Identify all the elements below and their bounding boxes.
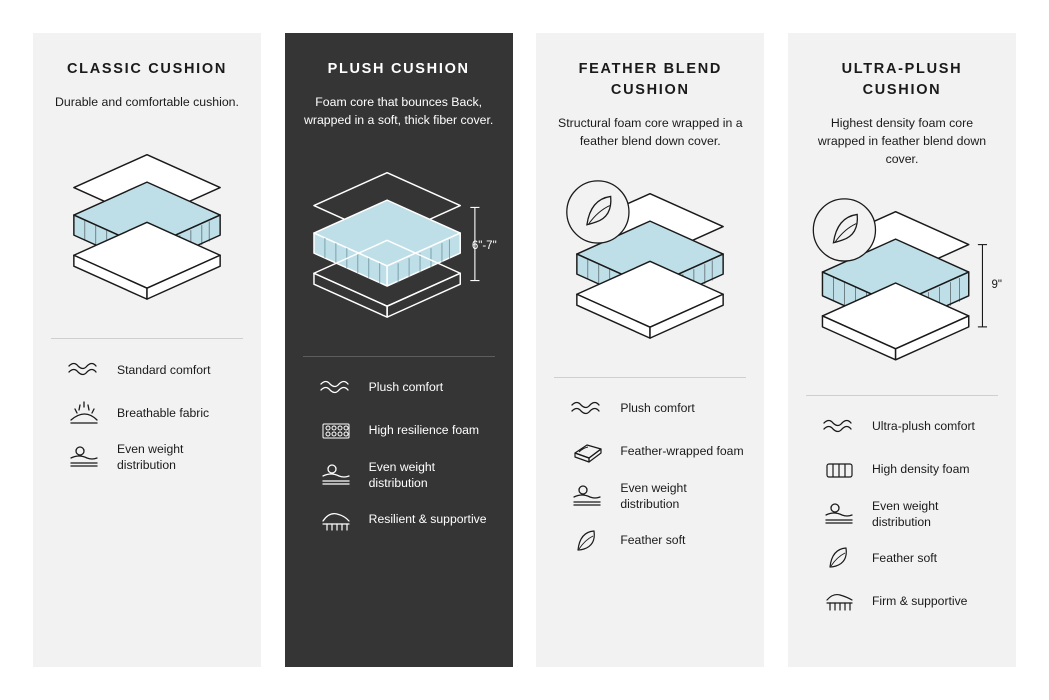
even-weight-distribution-icon — [317, 460, 357, 490]
wave-lines-icon — [568, 394, 608, 424]
list-item-label: High resilience foam — [368, 423, 480, 438]
wave-lines-icon — [820, 412, 860, 442]
wave-lines-icon — [317, 373, 357, 403]
cushion-layers-diagram — [806, 183, 1002, 383]
list-item-label: Even weight distribution — [368, 459, 436, 491]
list-item — [820, 498, 998, 531]
list-item-label: High density foam — [871, 462, 970, 477]
breathable-fabric-icon — [65, 398, 105, 428]
list-item-label: Standard comfort — [117, 362, 211, 377]
list-item — [317, 459, 495, 492]
divider — [303, 356, 495, 357]
list-item — [317, 505, 495, 535]
list-item-label: Breathable fabric — [117, 405, 210, 420]
list-item — [820, 586, 998, 616]
list-item-label: Plush comfort — [368, 380, 444, 395]
wave-lines-icon — [65, 355, 105, 385]
dimension-label: 6"-7" — [471, 239, 497, 252]
card-subtitle: Highest density foam core wrapped in feather blend down cover. — [817, 116, 987, 166]
cushion-layers-diagram — [303, 144, 495, 344]
page-title: CLASSIC CUSHION — [66, 61, 228, 77]
dimension-label: 9" — [991, 278, 1002, 291]
list-item-label: Feather-wrapped foam — [620, 444, 744, 459]
list-item — [317, 416, 495, 446]
list-item — [568, 437, 746, 467]
list-item-label: Even weight distribution — [620, 480, 687, 512]
list-item — [65, 398, 243, 428]
list-item — [65, 355, 243, 385]
card-subtitle: Foam core that bounces Back, wrapped in a soft, thick fiber cover. — [303, 95, 494, 127]
cushion-layers-diagram — [554, 165, 746, 365]
list-item — [568, 526, 746, 556]
page-title: FEATHER BLEND CUSHION — [578, 61, 723, 99]
page-title: ULTRA-PLUSH CUSHION — [841, 61, 963, 99]
list-item — [65, 441, 243, 474]
cushion-layers-diagram — [51, 126, 243, 326]
page-title: PLUSH CUSHION — [327, 61, 470, 77]
layers-illustration — [806, 183, 998, 383]
feather-wrapped-foam-icon — [568, 437, 608, 467]
even-weight-distribution-icon — [65, 442, 105, 472]
divider — [806, 395, 998, 396]
layers-illustration — [554, 165, 746, 365]
list-item-label: Plush comfort — [620, 401, 695, 416]
card-ultra-plush-cushion[interactable] — [788, 33, 1016, 667]
feature-list — [554, 394, 746, 556]
high-density-foam-icon — [820, 455, 860, 485]
list-item — [820, 455, 998, 485]
divider — [554, 377, 746, 378]
list-item-label: Even weight distribution — [871, 498, 939, 529]
feather-icon — [568, 526, 608, 556]
list-item-label: Feather soft — [620, 533, 686, 548]
list-item-label: Resilient & supportive — [368, 512, 487, 527]
layers-illustration — [303, 144, 495, 344]
list-item-label: Feather soft — [871, 551, 938, 566]
card-subtitle: Structural foam core wrapped in a feather blend down cover. — [558, 116, 743, 148]
card-subtitle: Durable and comfortable cushion. — [55, 95, 239, 110]
firm-supportive-icon — [820, 586, 860, 616]
card-plush-cushion[interactable] — [285, 33, 513, 667]
layers-illustration — [51, 126, 243, 326]
list-item — [820, 412, 998, 442]
feature-list — [806, 412, 998, 617]
divider — [51, 338, 243, 339]
feather-icon — [820, 543, 860, 573]
card-feather-blend-cushion[interactable] — [536, 33, 764, 667]
leaf-badge-icon — [813, 198, 875, 260]
list-item — [568, 480, 746, 513]
list-item-label: Ultra-plush comfort — [871, 419, 975, 434]
list-item-label: Even weight distribution — [117, 441, 184, 473]
leaf-badge-icon — [567, 181, 629, 243]
list-item — [568, 394, 746, 424]
feature-list — [303, 373, 495, 535]
honeycomb-foam-icon — [317, 416, 357, 446]
feature-list — [51, 355, 243, 474]
even-weight-distribution-icon — [568, 481, 608, 511]
even-weight-distribution-icon — [820, 499, 860, 529]
list-item — [317, 373, 495, 403]
list-item-label: Firm & supportive — [871, 594, 968, 609]
resilient-support-icon — [317, 505, 357, 535]
card-classic-cushion[interactable] — [33, 33, 261, 667]
list-item — [820, 543, 998, 573]
